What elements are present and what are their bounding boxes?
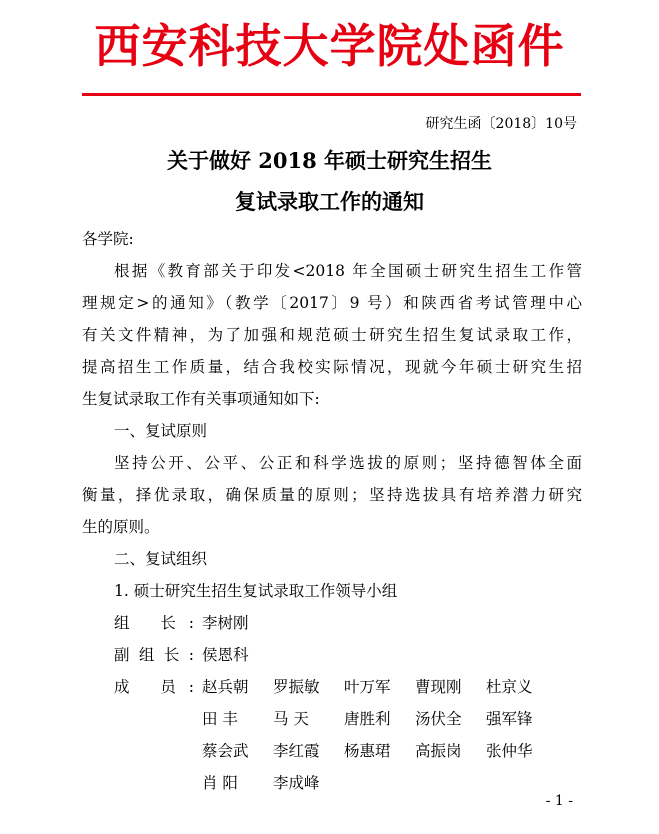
deputy-row [82, 639, 582, 671]
section-1-line: 衡量，择优录取，确保质量的原则；坚持选拔具有培养潜力研究 [82, 486, 582, 504]
section-1-line: 生的原则。 [82, 518, 160, 536]
member-name: 罗振敏 [273, 678, 320, 696]
page-number: - 1 - [545, 793, 573, 809]
member-name: 杨惠珺 [344, 742, 391, 760]
member-name: 肖 阳 [202, 774, 238, 792]
section-2-subheading: 1. 硕士研究生招生复试录取工作领导小组 [114, 582, 398, 600]
letterhead-red-rule [82, 93, 581, 96]
deputy-name: 侯恩科 [202, 646, 249, 664]
intro-line: 有关文件精神，为了加强和规范硕士研究生招生复试录取工作， [82, 326, 582, 344]
members-row [82, 671, 582, 703]
deputy-label: 副组长: [114, 646, 194, 664]
section-1-line: 坚持公开、公平、公正和科学选拔的原则；坚持德智体全面 [114, 454, 582, 472]
member-name: 曹现刚 [415, 678, 462, 696]
member-name: 李红霞 [273, 742, 320, 760]
member-name: 赵兵朝 [202, 678, 249, 696]
letterhead-title: 西安科技大学院处函件 [94, 19, 565, 73]
member-name: 李成峰 [273, 774, 320, 792]
member-name: 张仲华 [486, 742, 533, 760]
member-name: 杜京义 [486, 678, 533, 696]
members-row [82, 703, 582, 735]
leader-label: 组 长: [114, 614, 194, 632]
intro-line: 理规定>的通知》（教学〔2017〕9 号）和陕西省考试管理中心 [82, 294, 582, 312]
section-2-heading: 二、复试组织 [114, 550, 208, 568]
leader-name: 李树刚 [202, 614, 249, 632]
member-name: 马 天 [273, 710, 309, 728]
members-label: 成 员: [114, 678, 194, 696]
intro-line: 提高招生工作质量，结合我校实际情况，现就今年硕士研究生招 [82, 358, 582, 376]
intro-line: 生复试录取工作有关事项通知如下: [82, 390, 320, 408]
leader-row [82, 607, 582, 639]
notice-body [82, 223, 582, 799]
member-name: 高振岗 [415, 742, 462, 760]
member-name: 强军锋 [486, 710, 533, 728]
document-number: 研究生函〔2018〕10号 [425, 116, 577, 132]
members-row [82, 735, 582, 767]
notice-title-line-2: 复试录取工作的通知 [235, 189, 424, 214]
member-name: 汤伏全 [415, 710, 462, 728]
section-1-heading: 一、复试原则 [114, 422, 208, 440]
member-name: 唐胜利 [344, 710, 391, 728]
salutation: 各学院: [82, 230, 134, 248]
member-name: 田 丰 [202, 710, 238, 728]
member-name: 叶万军 [344, 678, 391, 696]
intro-line: 根据《教育部关于印发<2018 年全国硕士研究生招生工作管 [114, 262, 582, 280]
member-name: 蔡会武 [202, 742, 249, 760]
notice-title-line-1: 关于做好 2018 年硕士研究生招生 [166, 148, 493, 173]
